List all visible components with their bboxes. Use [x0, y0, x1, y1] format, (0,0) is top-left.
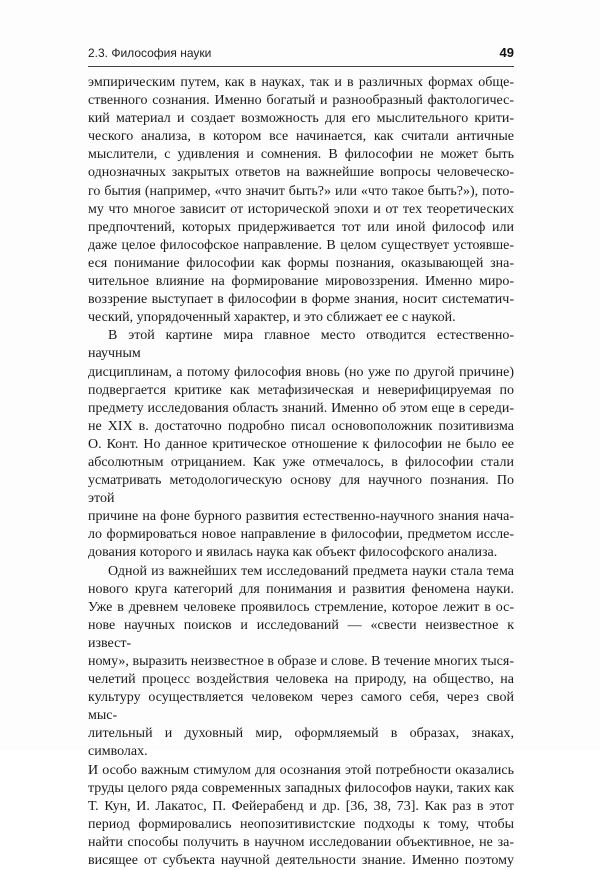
text-line: челетий процесс воздействия человека на природу, на общество, на: [88, 672, 514, 688]
text-line: еся понимание философии как формы познания, оказывающей зна-: [88, 255, 514, 271]
text-line: культуру осуществляется человеком через самого себя, через свой мыс-: [88, 690, 514, 724]
text-line: висящее от субъекта научной деятельности знание. Именно поэтому: [88, 853, 514, 869]
section-title: 2.3. Философия науки: [88, 46, 212, 60]
text-line: Т. Кун, И. Лакатос, П. Фейерабенд и др. [36, 38, 73]. Как раз в этот: [88, 798, 514, 814]
text-line: В этой картине мира главное место отводится естественно-научным: [88, 328, 514, 362]
header-rule: [88, 66, 514, 67]
text-line: чительное влияние на формирование мировоззрения. Именно миро-: [88, 274, 514, 290]
text-line: ственного сознания. Именно богатый и разнообразный фактологичес-: [88, 93, 514, 109]
text-line: ческого анализа, в котором все начинается, как считали античные: [88, 129, 514, 145]
text-line: ному», выразить неизвестное в образе и слове. В течение многих тыся-: [88, 654, 514, 669]
text-line: период формировались неопозитивистские подходы к тому, чтобы: [88, 816, 514, 832]
text-line: кий материал и создает возможность для его мыслительного крити-: [88, 111, 514, 127]
body-text: [88, 74, 514, 870]
text-line: И особо важным стимулом для осознания этой потребности оказались: [88, 762, 514, 778]
text-line: дования которого и явилась наука как объект философского анализа.: [88, 545, 498, 561]
text-line: ло формироваться новое направление в философии, предметом иссле-: [88, 527, 514, 543]
text-line: го бытия (например, «что значит быть?» или «что такое быть?»), пото-: [88, 183, 514, 199]
text-line: О. Конт. Но данное критическое отношение к философии не было ее: [88, 436, 514, 452]
text-line: предпочтений, которых придерживается тот или иной философ или: [88, 219, 514, 235]
text-line: подвергается критике как метафизическая и неверифицируемая по: [88, 382, 514, 398]
text-line: нового круга категорий для понимания и развития феномена науки.: [88, 581, 514, 597]
text-line: дисциплинам, а потому философия вновь (но уже по другой причине): [88, 364, 514, 380]
text-line: предмету исследования область знаний. Именно об этом еще в середи-: [88, 400, 514, 416]
text-line: нове научных поисков и исследований — «свести неизвестное к извест-: [88, 617, 514, 651]
text-line: му что многое зависит от исторической эпохи и от тех теоретических: [88, 201, 514, 217]
text-line: Одной из важнейших тем исследований предмета науки стала тема: [108, 563, 514, 579]
page-number: 49: [499, 45, 514, 60]
text-line: воззрение выступает в философии в форме знания, носит систематич-: [88, 292, 514, 308]
text-line: причине на фоне бурного развития естественно-научного знания нача-: [88, 509, 514, 525]
text-line: не XIX в. достаточно подробно писал основоположник позитивизма: [88, 418, 514, 434]
text-line: даже целое философское направление. В целом существует устоявше-: [88, 237, 514, 253]
text-line: мыслители, с удивления и сомнения. В философии не может быть: [88, 147, 514, 163]
text-line: однозначных закрытых ответов на важнейшие вопросы человеческо-: [88, 165, 514, 181]
running-head: [88, 44, 514, 64]
text-line: абсолютным отрицанием. Как уже отмечалось, в философии стали: [88, 454, 514, 470]
text-line: эмпирическим путем, как в науках, так и в различных формах обще-: [88, 75, 514, 90]
text-line: труды целого ряда современных западных философов науки, таких как: [88, 780, 514, 796]
text-line: ческий, упорядоченный характер, и это сближает ее с наукой.: [88, 310, 456, 326]
text-line: лительный и духовный мир, оформляемый в образах, знаках, символах.: [88, 726, 514, 760]
text-line: Уже в древнем человеке проявилось стремление, которое лежит в ос-: [88, 599, 514, 615]
text-line: усматривать методологическую основу для научного познания. По этой: [88, 473, 514, 507]
text-line: найти способы получить в научном исследовании объективное, не за-: [88, 834, 514, 850]
